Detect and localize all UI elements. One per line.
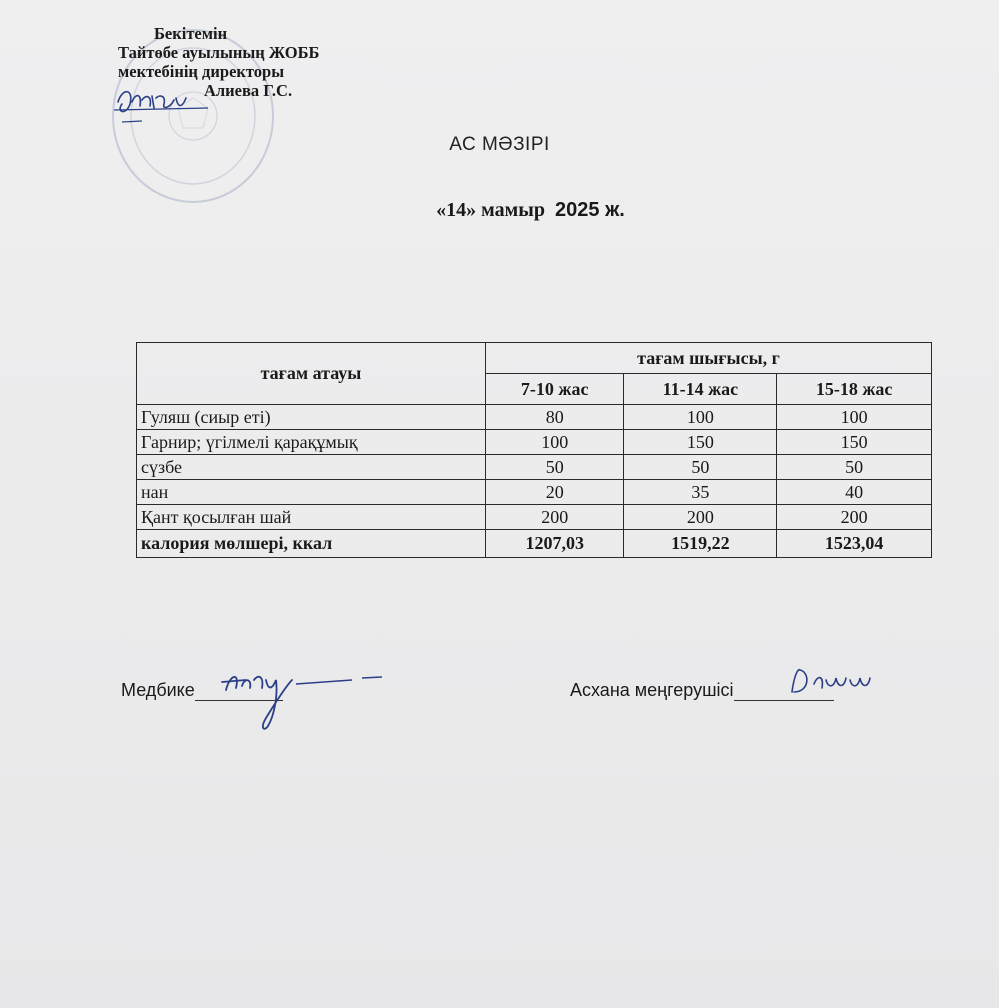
table-row [137,505,932,530]
table-row [137,480,932,505]
date-year: 2025 ж. [555,199,625,221]
portion-cell: 100 [777,405,932,430]
portion-cell: 100 [486,430,624,455]
calorie-total-cell: 1519,22 [624,530,777,558]
director-name: Алиева Г.С. [204,81,293,100]
portion-cell: 150 [624,430,777,455]
calorie-total-row [137,530,932,558]
approval-heading: Бекітемін [154,24,228,43]
chef-label: Асхана меңгерушісі [570,680,734,700]
portion-cell: 80 [486,405,624,430]
table-row [137,455,932,480]
age-group-header: 15-18 жас [777,374,932,405]
nurse-signature [212,666,392,746]
portion-cell: 200 [777,505,932,530]
date-day: «14» [436,199,477,221]
portion-cell: 200 [486,505,624,530]
portion-cell: 50 [777,455,932,480]
chef-signature [784,662,884,702]
approval-school: Тайтөбе ауылының ЖОББ [118,43,320,62]
table-row [137,405,932,430]
portion-cell: 35 [624,480,777,505]
document-title: АС МӘЗІРІ [449,134,550,155]
age-group-header: 11-14 жас [624,374,777,405]
date-month: мамыр [481,199,546,221]
column-header-output: тағам шығысы, г [486,343,932,374]
table-row [137,430,932,455]
portion-cell: 100 [624,405,777,430]
dish-name: Гарнир; үгілмелі қарақұмық [137,430,486,455]
dish-name: сүзбе [137,455,486,480]
approval-position: мектебінің директоры [118,62,285,81]
nurse-label: Медбике [121,680,195,700]
menu-table [136,342,932,558]
calorie-total-label: калория мөлшері, ккал [137,530,486,558]
dish-name: нан [137,480,486,505]
document-date [0,199,999,222]
dish-name: Гуляш (сиыр еті) [137,405,486,430]
director-signature [112,82,212,128]
calorie-total-cell: 1207,03 [486,530,624,558]
portion-cell: 200 [624,505,777,530]
portion-cell: 20 [486,480,624,505]
portion-cell: 150 [777,430,932,455]
dish-name: Қант қосылған шай [137,505,486,530]
age-group-header: 7-10 жас [486,374,624,405]
column-header-name: тағам атауы [137,343,486,405]
portion-cell: 50 [624,455,777,480]
portion-cell: 40 [777,480,932,505]
calorie-total-cell: 1523,04 [777,530,932,558]
portion-cell: 50 [486,455,624,480]
